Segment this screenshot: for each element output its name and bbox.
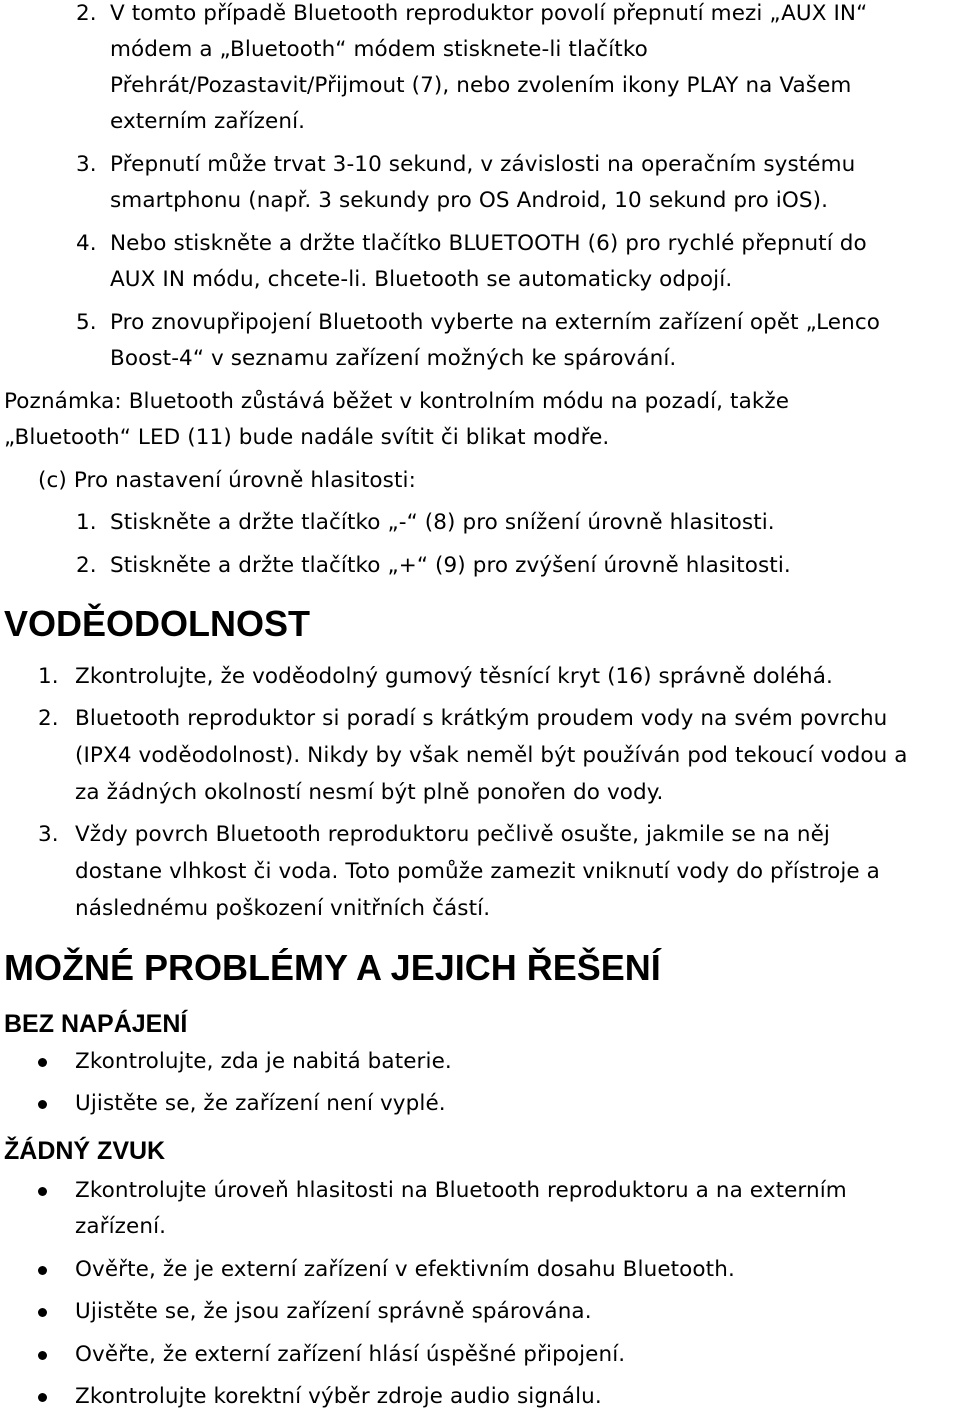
step-text: za žádných okolností nesmí být plně ponořen do vody. xyxy=(75,780,664,805)
list-item: Zkontrolujte úroveň hlasitosti na Bluetooth reproduktoru a na externím xyxy=(75,1178,847,1203)
step-text: AUX IN módu, chcete-li. Bluetooth se automaticky odpojí. xyxy=(110,267,733,292)
step-text: Nebo stiskněte a držte tlačítko BLUETOOTH (6) pro rychlé přepnutí do xyxy=(110,231,867,256)
step-text: Stiskněte a držte tlačítko „+“ (9) pro zvýšení úrovně hlasitosti. xyxy=(110,553,791,578)
step-text: Bluetooth reproduktor si poradí s krátkým proudem vody na svém povrchu xyxy=(75,706,888,731)
step-number: 1. xyxy=(38,664,59,689)
step-number: 1. xyxy=(76,510,97,535)
section-heading-waterproof: VODĚODOLNOST xyxy=(4,603,311,644)
step-text: externím zařízení. xyxy=(110,109,306,134)
step-text: Stiskněte a držte tlačítko „-“ (8) pro snížení úrovně hlasitosti. xyxy=(110,510,775,535)
note-text: „Bluetooth“ LED (11) bude nadále svítit či blikat modře. xyxy=(4,425,610,450)
subheading-no-power: BEZ NAPÁJENÍ xyxy=(4,1010,188,1038)
step-number: 2. xyxy=(38,706,59,731)
step-text: Přepnutí může trvat 3-10 sekund, v závislosti na operačním systému xyxy=(110,152,856,177)
step-number: 2. xyxy=(76,1,97,26)
bullet-icon xyxy=(38,1393,47,1402)
section-heading-troubleshooting: MOŽNÉ PROBLÉMY A JEJICH ŘEŠENÍ xyxy=(4,947,661,988)
bullet-icon xyxy=(38,1058,47,1067)
step-text: Pro znovupřipojení Bluetooth vyberte na externím zařízení opět „Lenco xyxy=(110,310,881,335)
step-text: následnému poškození vnitřních částí. xyxy=(75,896,491,921)
bullet-icon xyxy=(38,1187,47,1196)
list-item: Zkontrolujte, zda je nabitá baterie. xyxy=(75,1049,452,1074)
step-number: 2. xyxy=(76,553,97,578)
step-text: módem a „Bluetooth“ módem stisknete-li tlačítko xyxy=(110,37,648,62)
bullet-icon xyxy=(38,1266,47,1275)
list-item: Zkontrolujte korektní výběr zdroje audio signálu. xyxy=(75,1384,602,1409)
step-text: V tomto případě Bluetooth reproduktor povolí přepnutí mezi „AUX IN“ xyxy=(110,1,868,26)
step-text: Přehrát/Pozastavit/Přijmout (7), nebo zvolením ikony PLAY na Vašem xyxy=(110,73,852,98)
list-item: zařízení. xyxy=(75,1214,167,1239)
step-text: (IPX4 voděodolnost). Nikdy by však neměl být používán pod tekoucí vodou a xyxy=(75,743,908,768)
note-text: Poznámka: Bluetooth zůstává běžet v kontrolním módu na pozadí, takže xyxy=(4,389,790,414)
step-text: smartphonu (např. 3 sekundy pro OS Android, 10 sekund pro iOS). xyxy=(110,188,829,213)
step-number: 3. xyxy=(38,822,59,847)
step-text: dostane vlhkost či voda. Toto pomůže zamezit vniknutí vody do přístroje a xyxy=(75,859,880,884)
volume-intro: (c) Pro nastavení úrovně hlasitosti: xyxy=(38,468,416,493)
list-item: Ověřte, že je externí zařízení v efektivním dosahu Bluetooth. xyxy=(75,1257,735,1282)
step-text: Boost-4“ v seznamu zařízení možných ke spárování. xyxy=(110,346,677,371)
step-number: 4. xyxy=(76,231,97,256)
bullet-icon xyxy=(38,1308,47,1317)
bullet-icon xyxy=(38,1351,47,1360)
subheading-no-sound: ŽÁDNÝ ZVUK xyxy=(4,1137,166,1165)
step-number: 3. xyxy=(76,152,97,177)
list-item: Ujistěte se, že jsou zařízení správně spárována. xyxy=(75,1299,592,1324)
step-text: Vždy povrch Bluetooth reproduktoru pečlivě osušte, jakmile se na něj xyxy=(75,822,830,847)
bullet-icon xyxy=(38,1100,47,1109)
step-text: Zkontrolujte, že voděodolný gumový těsnící kryt (16) správně doléhá. xyxy=(75,664,833,689)
list-item: Ujistěte se, že zařízení není vyplé. xyxy=(75,1091,446,1116)
list-item: Ověřte, že externí zařízení hlásí úspěšné připojení. xyxy=(75,1342,626,1367)
step-number: 5. xyxy=(76,310,97,335)
